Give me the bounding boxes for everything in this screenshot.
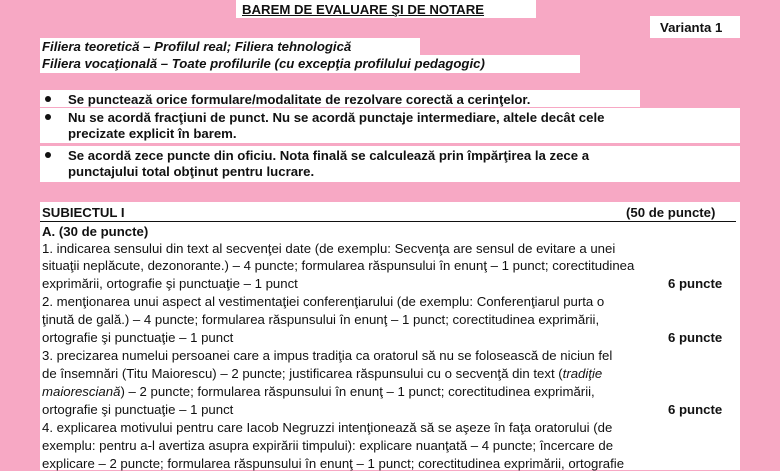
body-line [42,366,602,381]
body-line: ortografie şi punctuaţie – 1 punct [42,330,234,345]
rule-item-2-cont: precizate explicit în barem. [68,126,237,141]
section-a-title: A. (30 de puncte) [42,224,149,239]
body-italic: maioresciană [42,384,121,399]
subject-divider [40,221,736,222]
body-text: ) – 2 puncte; formularea răspunsului în enunţ – 1 punct; corectitudinea exprimării, [120,384,595,399]
bullet-icon [45,114,51,120]
rule-item-2: Nu se acordă fracţiuni de punct. Nu se acordă punctaje intermediare, altele decât cele [68,110,605,125]
points-value: 6 puncte [668,402,723,417]
body-line [42,384,595,399]
body-line: situaţii neplăcute, dezonorante.) – 4 puncte; formularea răspunsului în enunţ – 1 punct; corectitudinea [42,258,635,273]
body-line: ţinută de gală.) – 4 puncte; formularea răspunsului în enunţ – 1 punct; corectitudinea exprimării, [42,312,600,327]
filiera-line-1: Filiera teoretică – Profilul real; Filiera tehnologică [42,39,352,54]
body-text: de însemnări (Titu Maiorescu) – 2 puncte; justificarea răspunsului cu o secvenţă din text ( [42,366,563,381]
body-line: 3. precizarea numelui persoanei care a impus tradiţia ca oratorul să nu se folosească de niciun fel [42,348,613,363]
body-line: 1. indicarea sensului din text al secvenţei date (de exemplu: Secvenţa are sensul de evitare a unei [42,241,616,256]
body-line: ortografie şi punctuaţie – 1 punct [42,402,234,417]
subject-title: SUBIECTUL I [42,205,125,220]
body-italic: tradiţie [562,366,603,381]
rule-item-3: Se acordă zece puncte din oficiu. Nota finală se calculează prin împărţirea la zece a [68,148,590,163]
body-line: 4. explicarea motivului pentru care Iacob Negruzzi intenţionează să se aşeze în faţa oratorului (de [42,420,613,435]
variant-label: Varianta 1 [660,20,723,35]
points-value: 6 puncte [668,330,723,345]
rule-item-1: Se punctează orice formulare/modalitate de rezolvare corectă a cerinţelor. [68,92,531,107]
rule-item-3-cont: punctajului total obţinut pentru lucrare. [68,164,315,179]
subject-points: (50 de puncte) [626,205,716,220]
body-line: explicare – 2 puncte; formularea răspunsului în enunţ – 1 punct; corectitudinea exprimării, ortografie [42,456,625,471]
page-title: BAREM DE EVALUARE ŞI DE NOTARE [242,2,485,17]
body-line: 2. menţionarea unui aspect al vestimentaţiei conferenţiarului (de exemplu: Conferenţiarul purta o [42,294,605,309]
bullet-icon [45,152,51,158]
points-value: 6 puncte [668,276,723,291]
body-line: exprimării, ortografie şi punctuaţie – 1 punct [42,276,298,291]
body-line: exemplu: pentru a-l avertiza asupra expirării timpului): explicare nuanţată – 4 puncte; încercare de [42,438,614,453]
filiera-line-2: Filiera vocaţională – Toate profilurile (cu excepţia profilului pedagogic) [42,56,485,71]
bullet-icon [45,96,51,102]
